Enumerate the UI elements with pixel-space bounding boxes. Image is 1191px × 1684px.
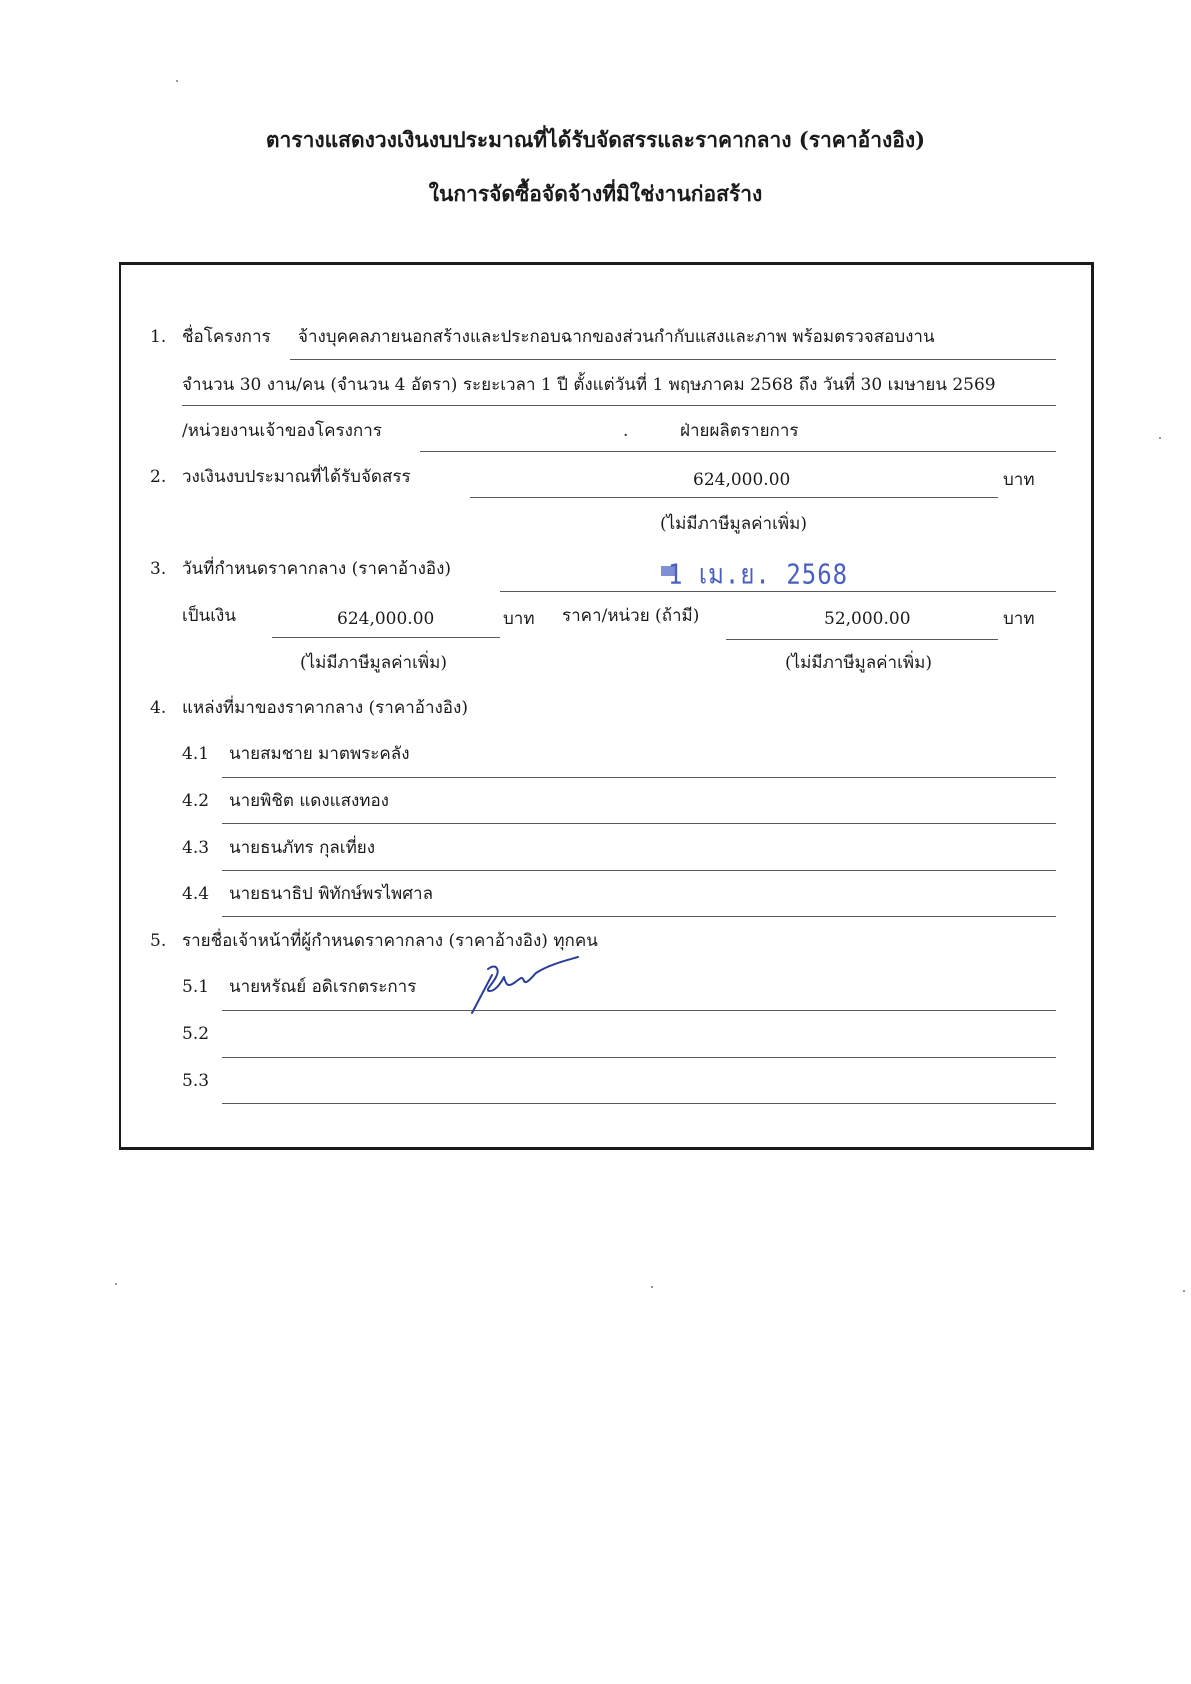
owner-label: /หน่วยงานเจ้าของโครงการ xyxy=(182,421,382,441)
budget-value: 624,000.00 xyxy=(693,470,791,490)
owner-dot: . xyxy=(623,421,629,441)
item1-label: ชื่อโครงการ xyxy=(182,327,271,347)
scan-speck xyxy=(1183,1290,1185,1292)
officer-number: 5.1 xyxy=(182,977,210,997)
officer-number: 5.3 xyxy=(182,1071,210,1091)
item1-number: 1. xyxy=(150,327,167,347)
unit-price-note: (ไม่มีภาษีมูลค่าเพิ่ม) xyxy=(785,653,932,673)
owner-underline xyxy=(420,451,1056,452)
unit-price-value: 52,000.00 xyxy=(824,609,911,629)
project-name-line1: จ้างบุคคลภายนอกสร้างและประกอบฉากของส่วนกำกับแสงและภาพ พร้อมตรวจสอบงาน xyxy=(298,327,935,347)
officer-number: 5.2 xyxy=(182,1024,210,1044)
amount-label: เป็นเงิน xyxy=(182,606,236,626)
source-number: 4.4 xyxy=(182,884,210,904)
source-name: นายสมชาย มาตพระคลัง xyxy=(229,744,410,764)
project-name-underline xyxy=(290,359,1056,360)
signature xyxy=(466,955,584,1015)
project-name-line2-underline xyxy=(182,405,1056,406)
item4-number: 4. xyxy=(150,698,167,718)
amount-unit: บาท xyxy=(503,609,535,629)
date-underline xyxy=(500,591,1056,592)
item2-number: 2. xyxy=(150,467,167,487)
date-stamp: 1 เม.ย. 2568 xyxy=(668,557,849,591)
scan-speck xyxy=(1159,437,1161,439)
budget-note: (ไม่มีภาษีมูลค่าเพิ่ม) xyxy=(660,514,807,534)
document-title: ตารางแสดงวงเงินงบประมาณที่ได้รับจัดสรรและราคากลาง (ราคาอ้างอิง) xyxy=(265,127,926,152)
source-underline xyxy=(222,870,1056,871)
item5-number: 5. xyxy=(150,931,167,951)
source-underline xyxy=(222,777,1056,778)
source-name: นายพิชิต แดงแสงทอง xyxy=(229,791,389,811)
document-subtitle: ในการจัดซื้อจัดจ้างที่มิใช่งานก่อสร้าง xyxy=(428,181,763,206)
officer-name: นายหรัณย์ อดิเรกตระการ xyxy=(229,977,417,997)
item2-label: วงเงินงบประมาณที่ได้รับจัดสรร xyxy=(182,467,411,487)
item3-label: วันที่กำหนดราคากลาง (ราคาอ้างอิง) xyxy=(182,559,452,579)
item4-label: แหล่งที่มาของราคากลาง (ราคาอ้างอิง) xyxy=(182,698,468,718)
unit-price-unit: บาท xyxy=(1003,609,1035,629)
unit-price-underline xyxy=(726,639,998,640)
scan-speck xyxy=(176,80,178,82)
officer-underline xyxy=(222,1057,1056,1058)
source-underline xyxy=(222,823,1056,824)
scan-speck xyxy=(651,1286,653,1288)
budget-underline xyxy=(470,497,998,498)
source-name: นายธนภัทร กุลเที่ยง xyxy=(229,838,376,858)
scan-speck xyxy=(115,1283,117,1285)
amount-value: 624,000.00 xyxy=(337,609,435,629)
source-number: 4.1 xyxy=(182,744,210,764)
officer-underline xyxy=(222,1010,1056,1011)
project-name-line2: จำนวน 30 งาน/คน (จำนวน 4 อัตรา) ระยะเวลา 1 ปี ตั้งแต่วันที่ 1 พฤษภาคม 2568 ถึง วันที่ 30 เมษายน 2569 xyxy=(182,375,996,395)
amount-note: (ไม่มีภาษีมูลค่าเพิ่ม) xyxy=(300,653,447,673)
source-number: 4.2 xyxy=(182,791,210,811)
item5-label: รายชื่อเจ้าหน้าที่ผู้กำหนดราคากลาง (ราคาอ้างอิง) ทุกคน xyxy=(182,931,598,951)
budget-unit: บาท xyxy=(1003,470,1035,490)
amount-underline xyxy=(272,637,500,638)
item3-number: 3. xyxy=(150,559,167,579)
owner-value: ฝ่ายผลิตรายการ xyxy=(680,421,799,441)
source-name: นายธนาธิป พิทักษ์พรไพศาล xyxy=(229,884,433,904)
unit-price-label: ราคา/หน่วย (ถ้ามี) xyxy=(562,606,700,626)
officer-underline xyxy=(222,1103,1056,1104)
source-underline xyxy=(222,916,1056,917)
source-number: 4.3 xyxy=(182,838,210,858)
